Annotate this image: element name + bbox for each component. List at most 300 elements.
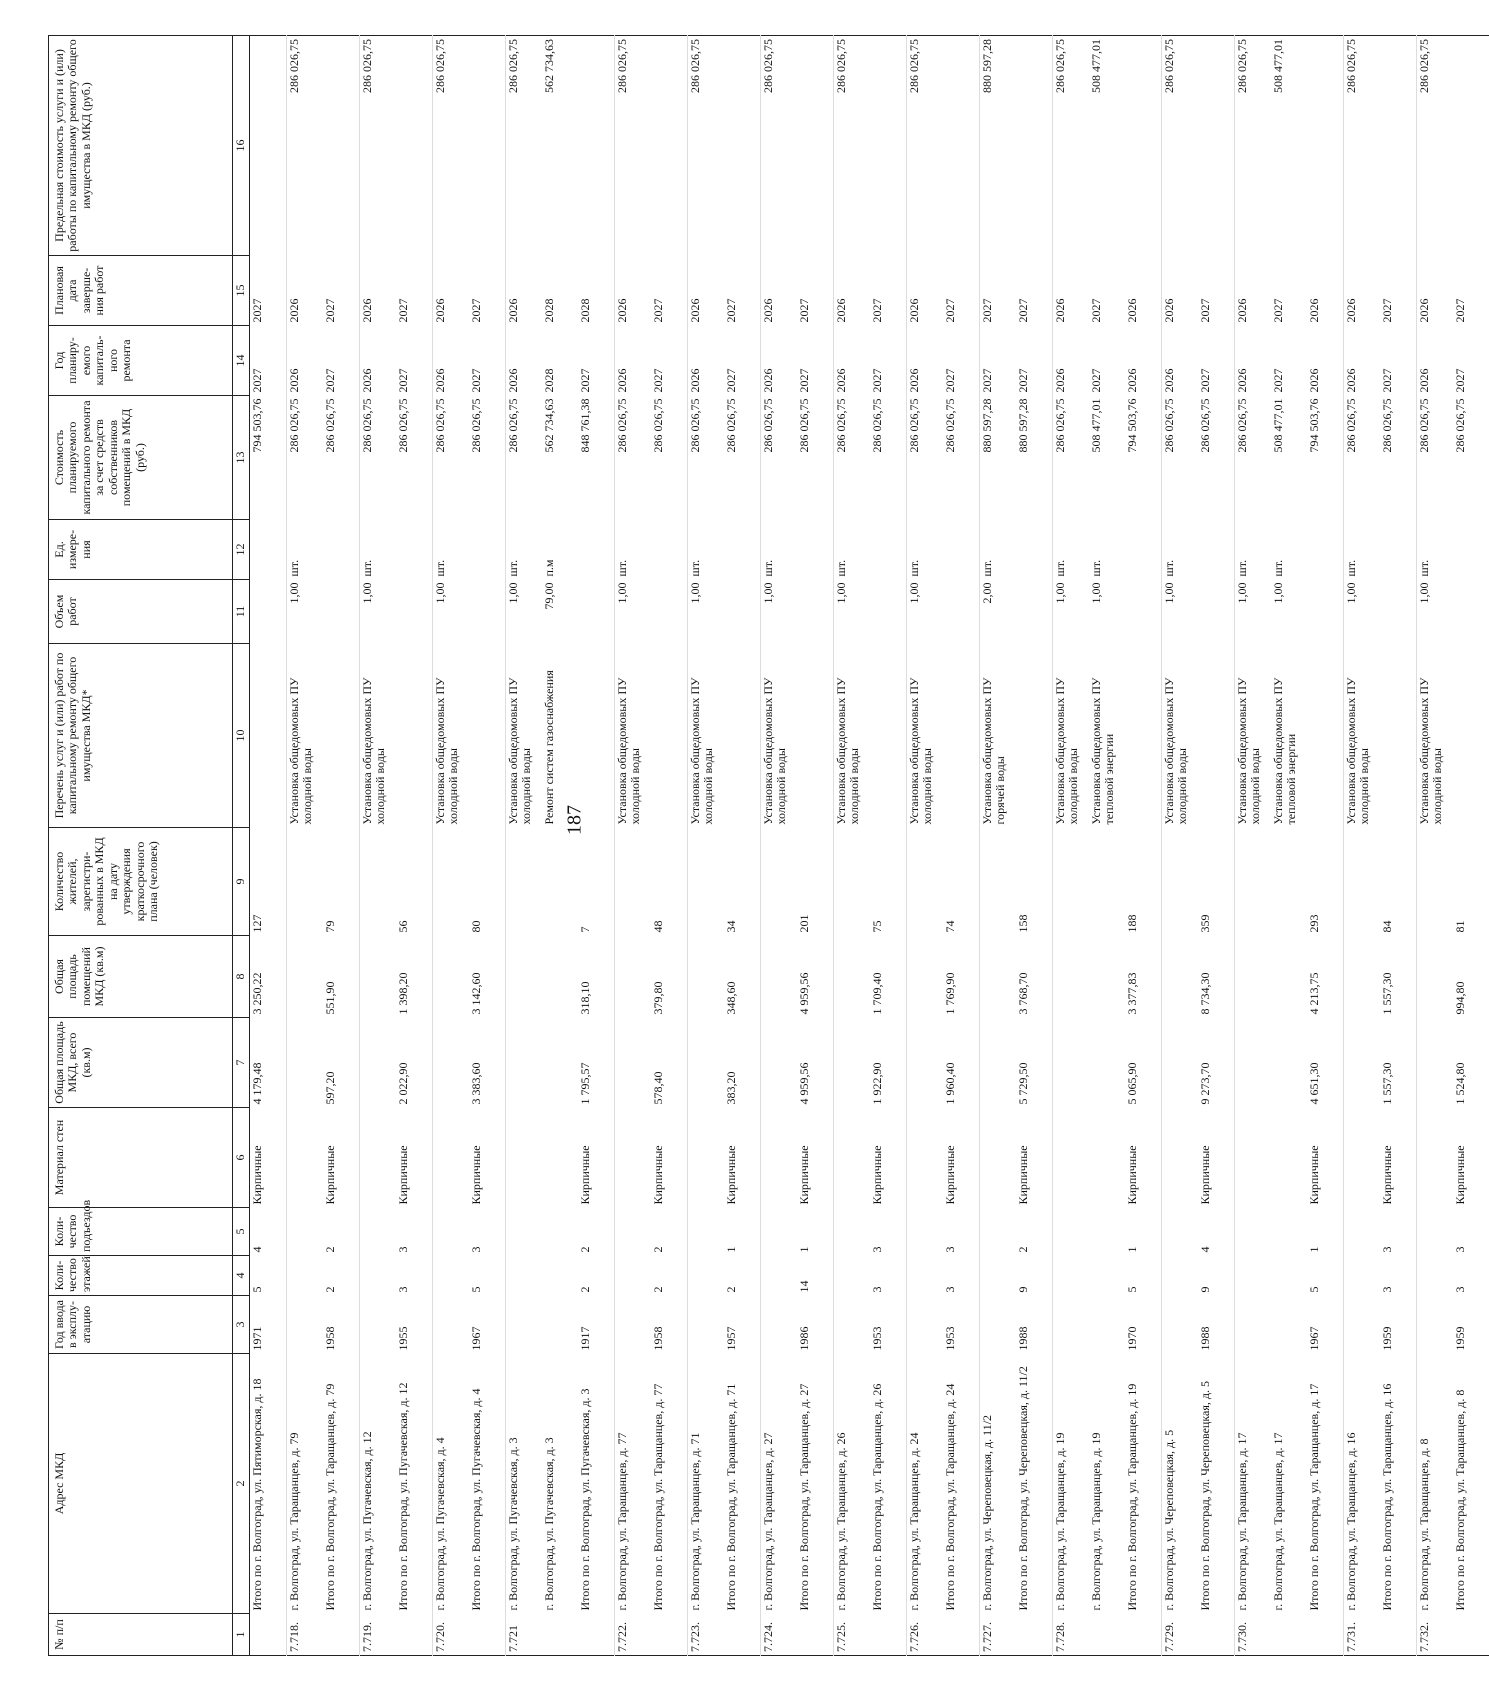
cell-address: г. Волгоград, ул. Таращанцев, д. 19: [1053, 1354, 1090, 1614]
cell-work-volume: 1,00: [1271, 582, 1285, 604]
cell-works-list: Ремонт систем газоснабжения: [542, 670, 556, 825]
cell-completion-date: 2027: [797, 298, 811, 323]
cell-premises-area: [1235, 936, 1272, 1018]
cell-wall-material: [1271, 1108, 1307, 1208]
cell-entrances: [1271, 1208, 1307, 1256]
cell-total-area: [1162, 1018, 1199, 1108]
cell-floors: 9: [1198, 1286, 1212, 1293]
cell-number: [469, 1614, 506, 1656]
cell-wall-material: [506, 1108, 543, 1208]
cell-number: [651, 1614, 688, 1656]
cell-number: 7.732.: [1417, 1614, 1454, 1656]
table-row: [1453, 36, 1489, 1656]
cell-works-list: Установка общедомовых ПУ холодной воды: [1344, 644, 1381, 828]
cell-entrances: [287, 1208, 324, 1256]
capital-repair-table: [48, 35, 1489, 1656]
column-number: 2: [233, 1354, 250, 1614]
cell-completion-date: 2026: [360, 256, 397, 326]
cell-premises-area: [1089, 936, 1125, 1018]
cell-repair-year: 2027: [250, 368, 264, 393]
cell-planned-cost: 286 026,75: [615, 396, 652, 520]
cell-address: Итого по г. Волгоград, ул. Череповецкая, д. 5: [1198, 1381, 1212, 1611]
cell-repair-year: 2026: [1235, 326, 1272, 396]
cell-number: 7.726.: [907, 1614, 944, 1656]
table-row: [578, 36, 615, 1656]
cell-residents: 48: [651, 920, 665, 933]
cell-work-volume: [1307, 580, 1344, 644]
cell-works-list: Установка общедомовых ПУ холодной воды: [1162, 644, 1199, 828]
cell-wall-material: Кирпичные: [323, 1145, 337, 1205]
cell-total-area: [761, 1018, 798, 1108]
cell-completion-date: 2026: [1307, 298, 1321, 323]
cell-address: Итого по г. Волгоград, ул. Таращанцев, д. 77: [651, 1383, 665, 1611]
cell-work-volume: 1,00: [615, 580, 652, 644]
cell-works-list: Установка общедомовых ПУ холодной воды: [287, 644, 324, 828]
cell-works-list: Установка общедомовых ПУ холодной воды: [1053, 644, 1090, 828]
table-row: [651, 36, 688, 1656]
cell-wall-material: Кирпичные: [943, 1145, 957, 1205]
cell-entrances: [907, 1208, 944, 1256]
cell-work-volume: 1,00: [834, 580, 871, 644]
cell-commission-year: 1959: [1453, 1326, 1467, 1351]
cell-premises-area: 3 250,22: [250, 972, 264, 1015]
cell-planned-cost: 286 026,75: [1162, 396, 1199, 520]
cell-works-list: [1307, 644, 1344, 828]
cell-completion-date: 2026: [1162, 256, 1199, 326]
cell-number: [542, 1614, 578, 1656]
cell-completion-date: 2027: [651, 298, 665, 323]
cell-unit: шт.: [506, 520, 543, 580]
cell-address: Итого по г. Волгоград, ул. Таращанцев, д. 16: [1380, 1383, 1394, 1611]
cell-unit: шт.: [688, 520, 725, 580]
cell-wall-material: Кирпичные: [1198, 1145, 1212, 1205]
cell-residents: [834, 828, 871, 936]
cell-premises-area: 1 398,20: [396, 972, 410, 1015]
cell-address: г. Волгоград, ул. Таращанцев, д. 24: [907, 1354, 944, 1614]
cell-residents: 127: [250, 914, 264, 933]
cell-completion-date: 2026: [287, 256, 324, 326]
cell-floors: 5: [469, 1286, 483, 1293]
column-number: 8: [233, 936, 250, 1018]
cell-work-volume: 1,00: [688, 580, 725, 644]
cell-total-area: 4 959,56: [797, 1062, 811, 1105]
cell-max-cost: [323, 36, 360, 256]
cell-residents: [1235, 828, 1272, 936]
cell-wall-material: Кирпичные: [724, 1145, 738, 1205]
cell-residents: [287, 828, 324, 936]
cell-number: 7.727.: [980, 1614, 1017, 1656]
cell-residents: 84: [1380, 920, 1394, 933]
header-entrances: Коли-чество подъездов: [49, 1208, 233, 1256]
cell-residents: 158: [1016, 914, 1030, 933]
cell-number: [1125, 1614, 1162, 1656]
cell-floors: 3: [870, 1286, 884, 1293]
cell-number: 7.719.: [360, 1614, 397, 1656]
cell-work-volume: [578, 580, 615, 644]
cell-planned-cost: 286 026,75: [651, 398, 665, 453]
cell-completion-date: 2027: [870, 298, 884, 323]
cell-number: [1453, 1614, 1489, 1656]
cell-entrances: 3: [396, 1246, 410, 1253]
cell-number: [943, 1614, 980, 1656]
column-number: 16: [233, 36, 250, 256]
cell-number: [250, 1614, 287, 1656]
column-number: 10: [233, 644, 250, 828]
cell-planned-cost: 286 026,75: [724, 398, 738, 453]
header-address: Адрес МКД: [49, 1354, 233, 1614]
cell-floors: 3: [1380, 1286, 1394, 1293]
cell-commission-year: 1958: [651, 1326, 665, 1351]
cell-max-cost: [1125, 36, 1162, 256]
page-number: 187: [563, 805, 586, 835]
cell-premises-area: [506, 936, 543, 1018]
cell-number: 7.731.: [1344, 1614, 1381, 1656]
cell-repair-year: 2026: [1307, 368, 1321, 393]
cell-floors: 14: [797, 1280, 811, 1293]
cell-residents: [360, 828, 397, 936]
table-row: [1053, 36, 1090, 1656]
column-number: 6: [233, 1108, 250, 1208]
cell-max-cost: 286 026,75: [688, 36, 725, 256]
cell-unit: шт.: [761, 520, 798, 580]
cell-residents: [1162, 828, 1199, 936]
cell-entrances: 3: [1380, 1246, 1394, 1253]
cell-wall-material: [1053, 1108, 1090, 1208]
cell-repair-year: 2027: [1380, 368, 1394, 393]
column-number: 9: [233, 828, 250, 936]
table-row: [1344, 36, 1381, 1656]
cell-works-list: [1453, 644, 1489, 828]
cell-premises-area: [1271, 936, 1307, 1018]
cell-completion-date: 2026: [1053, 256, 1090, 326]
cell-premises-area: [542, 936, 578, 1018]
cell-repair-year: 2027: [1453, 368, 1467, 393]
cell-address: г. Волгоград, ул. Таращанцев, д. 71: [688, 1354, 725, 1614]
cell-total-area: [834, 1018, 871, 1108]
cell-premises-area: 551,90: [323, 981, 337, 1015]
cell-repair-year: 2026: [907, 326, 944, 396]
cell-completion-date: 2026: [834, 256, 871, 326]
cell-planned-cost: 286 026,75: [323, 398, 337, 453]
cell-commission-year: [615, 1296, 652, 1354]
cell-completion-date: 2027: [396, 298, 410, 323]
cell-completion-date: 2027: [1380, 298, 1394, 323]
cell-planned-cost: 286 026,75: [1380, 398, 1394, 453]
table-row: [1307, 36, 1344, 1656]
cell-residents: [1344, 828, 1381, 936]
cell-completion-date: 2026: [761, 256, 798, 326]
table-row: [615, 36, 652, 1656]
cell-planned-cost: 286 026,75: [1198, 398, 1212, 453]
cell-max-cost: [396, 36, 433, 256]
cell-completion-date: 2026: [1235, 256, 1272, 326]
cell-address: г. Волгоград, ул. Таращанцев, д. 17: [1235, 1354, 1272, 1614]
table-row: [1016, 36, 1053, 1656]
cell-work-volume: 1,00: [907, 580, 944, 644]
cell-floors: [834, 1256, 871, 1296]
cell-wall-material: Кирпичные: [469, 1145, 483, 1205]
cell-total-area: [1344, 1018, 1381, 1108]
cell-unit: шт.: [907, 520, 944, 580]
cell-entrances: 1: [797, 1246, 811, 1253]
cell-works-list: Установка общедомовых ПУ холодной воды: [1417, 644, 1454, 828]
cell-unit: п.м: [542, 559, 556, 577]
cell-max-cost: [250, 36, 287, 256]
cell-commission-year: [433, 1296, 470, 1354]
cell-planned-cost: 794 503,76: [250, 398, 264, 453]
column-number: 12: [233, 520, 250, 580]
cell-completion-date: 2026: [615, 256, 652, 326]
cell-wall-material: [1344, 1108, 1381, 1208]
cell-entrances: [1417, 1208, 1454, 1256]
cell-works-list: Установка общедомовых ПУ холодной воды: [433, 644, 470, 828]
cell-address: Итого по г. Волгоград, ул. Пятиморская, д. 18: [250, 1378, 264, 1611]
cell-planned-cost: 286 026,75: [943, 398, 957, 453]
cell-wall-material: [287, 1108, 324, 1208]
header-work-volume: Объем работ: [49, 580, 233, 644]
cell-number: [797, 1614, 834, 1656]
cell-number: 7.725.: [834, 1614, 871, 1656]
cell-repair-year: 2027: [1271, 368, 1285, 393]
cell-address: Итого по г. Волгоград, ул. Пугачевская, д. 12: [396, 1382, 410, 1611]
cell-max-cost: [943, 36, 980, 256]
cell-residents: [1089, 828, 1125, 936]
cell-completion-date: 2027: [980, 256, 1017, 326]
cell-entrances: 4: [1198, 1246, 1212, 1253]
cell-work-volume: [870, 580, 907, 644]
table-row: [360, 36, 397, 1656]
cell-number: [578, 1614, 615, 1656]
cell-unit: [870, 520, 907, 580]
table-row: [724, 36, 761, 1656]
cell-total-area: [287, 1018, 324, 1108]
cell-premises-area: 318,10: [578, 981, 592, 1015]
cell-unit: [1125, 520, 1162, 580]
cell-commission-year: [907, 1296, 944, 1354]
cell-commission-year: [980, 1296, 1017, 1354]
cell-works-list: Установка общедомовых ПУ горячей воды: [980, 644, 1017, 828]
cell-floors: 2: [724, 1286, 738, 1293]
cell-wall-material: Кирпичные: [870, 1145, 884, 1205]
cell-wall-material: Кирпичные: [250, 1145, 264, 1205]
cell-completion-date: 2027: [724, 298, 738, 323]
cell-number: 7.721: [506, 1614, 543, 1656]
header-planned-cost: Стоимость планируемого капитального ремонта за счет средств собственников помещений в МКД (руб.): [49, 396, 233, 520]
cell-planned-cost: 286 026,75: [907, 396, 944, 520]
cell-commission-year: [1089, 1296, 1125, 1354]
cell-work-volume: [1453, 580, 1489, 644]
table-row: [870, 36, 907, 1656]
cell-repair-year: 2026: [1417, 326, 1454, 396]
cell-entrances: 3: [469, 1246, 483, 1253]
cell-commission-year: 1970: [1125, 1326, 1139, 1351]
cell-floors: [688, 1256, 725, 1296]
cell-unit: шт.: [433, 520, 470, 580]
cell-completion-date: 2026: [506, 256, 543, 326]
cell-residents: [506, 828, 543, 936]
cell-unit: [1016, 520, 1053, 580]
cell-wall-material: Кирпичные: [396, 1145, 410, 1205]
cell-unit: шт.: [1053, 520, 1090, 580]
cell-floors: 9: [1016, 1286, 1030, 1293]
cell-works-list: Установка общедомовых ПУ холодной воды: [688, 644, 725, 828]
cell-residents: 75: [870, 920, 884, 933]
cell-works-list: Установка общедомовых ПУ холодной воды: [615, 644, 652, 828]
cell-unit: шт.: [360, 520, 397, 580]
cell-total-area: [907, 1018, 944, 1108]
cell-works-list: [797, 644, 834, 828]
cell-max-cost: [1453, 36, 1489, 256]
cell-completion-date: 2027: [1271, 298, 1285, 323]
cell-residents: [1417, 828, 1454, 936]
cell-commission-year: 1967: [469, 1326, 483, 1351]
cell-entrances: [980, 1208, 1017, 1256]
table-row: [1235, 36, 1272, 1656]
cell-floors: [1053, 1256, 1090, 1296]
cell-total-area: [506, 1018, 543, 1108]
cell-number: [724, 1614, 761, 1656]
cell-entrances: [506, 1208, 543, 1256]
cell-commission-year: 1955: [396, 1326, 410, 1351]
cell-commission-year: [287, 1296, 324, 1354]
cell-completion-date: 2027: [943, 298, 957, 323]
header-repair-year: Год планиру-емого капиталь-ного ремонта: [49, 326, 233, 396]
cell-total-area: [1089, 1018, 1125, 1108]
cell-total-area: [433, 1018, 470, 1108]
cell-floors: 5: [1125, 1286, 1139, 1293]
cell-work-volume: [1198, 580, 1235, 644]
cell-repair-year: 2027: [724, 368, 738, 393]
cell-repair-year: 2027: [980, 326, 1017, 396]
cell-entrances: 3: [1453, 1246, 1467, 1253]
cell-number: [870, 1614, 907, 1656]
cell-total-area: 1 960,40: [943, 1062, 957, 1105]
cell-number: 7.720.: [433, 1614, 470, 1656]
cell-number: 7.730.: [1235, 1614, 1272, 1656]
cell-planned-cost: 286 026,75: [870, 398, 884, 453]
cell-total-area: [1417, 1018, 1454, 1108]
cell-number: [1380, 1614, 1417, 1656]
cell-works-list: [870, 644, 907, 828]
cell-work-volume: [651, 580, 688, 644]
cell-residents: [688, 828, 725, 936]
cell-total-area: 2 022,90: [396, 1062, 410, 1105]
cell-floors: [506, 1256, 543, 1296]
cell-wall-material: [360, 1108, 397, 1208]
cell-address: Итого по г. Волгоград, ул. Таращанцев, д. 71: [724, 1383, 738, 1611]
table-row: [1417, 36, 1454, 1656]
cell-premises-area: [688, 936, 725, 1018]
cell-floors: 2: [323, 1286, 337, 1293]
cell-total-area: 3 383,60: [469, 1062, 483, 1105]
cell-residents: [615, 828, 652, 936]
cell-work-volume: 79,00: [542, 582, 556, 610]
cell-address: г. Волгоград, ул. Таращанцев, д. 27: [761, 1354, 798, 1614]
cell-residents: [980, 828, 1017, 936]
cell-max-cost: 286 026,75: [761, 36, 798, 256]
cell-floors: 3: [1453, 1286, 1467, 1293]
cell-work-volume: 1,00: [1089, 582, 1103, 604]
cell-planned-cost: 562 734,63: [542, 398, 556, 453]
cell-planned-cost: 286 026,75: [287, 396, 324, 520]
table-row: [433, 36, 470, 1656]
cell-entrances: 1: [724, 1246, 738, 1253]
cell-commission-year: [1053, 1296, 1090, 1354]
cell-repair-year: 2026: [506, 326, 543, 396]
cell-address: Итого по г. Волгоград, ул. Таращанцев, д. 27: [797, 1383, 811, 1611]
table-row: [469, 36, 506, 1656]
cell-total-area: [542, 1018, 578, 1108]
cell-premises-area: [1344, 936, 1381, 1018]
cell-planned-cost: 880 597,28: [1016, 398, 1030, 453]
cell-floors: 2: [578, 1286, 592, 1293]
cell-premises-area: 1 709,40: [870, 972, 884, 1015]
cell-residents: 79: [323, 920, 337, 933]
cell-works-list: [578, 644, 615, 828]
cell-unit: шт.: [1089, 559, 1103, 577]
cell-commission-year: [1162, 1296, 1199, 1354]
cell-number: 7.728.: [1053, 1614, 1090, 1656]
cell-floors: [761, 1256, 798, 1296]
cell-planned-cost: 286 026,75: [1417, 396, 1454, 520]
cell-residents: 293: [1307, 914, 1321, 933]
cell-planned-cost: 286 026,75: [1235, 396, 1272, 520]
cell-commission-year: [761, 1296, 798, 1354]
cell-planned-cost: 286 026,75: [1053, 396, 1090, 520]
cell-premises-area: 4 213,75: [1307, 972, 1321, 1015]
cell-max-cost: 508 477,01: [1271, 39, 1285, 93]
cell-unit: шт.: [980, 520, 1017, 580]
cell-number: [1307, 1614, 1344, 1656]
cell-entrances: 2: [1016, 1246, 1030, 1253]
table-row: [980, 36, 1017, 1656]
cell-works-list: [1380, 644, 1417, 828]
cell-address: Итого по г. Волгоград, ул. Таращанцев, д. 8: [1453, 1389, 1467, 1611]
cell-planned-cost: 794 503,76: [1307, 398, 1321, 453]
cell-address: г. Волгоград, ул. Таращанцев, д. 26: [834, 1354, 871, 1614]
cell-max-cost: 286 026,75: [433, 36, 470, 256]
cell-address: г. Волгоград, ул. Пугачевская, д. 3: [506, 1354, 543, 1614]
cell-repair-year: 2026: [615, 326, 652, 396]
cell-unit: [1307, 520, 1344, 580]
table-row: [907, 36, 944, 1656]
cell-premises-area: 1 769,90: [943, 972, 957, 1015]
cell-works-list: Установка общедомовых ПУ холодной воды: [907, 644, 944, 828]
cell-repair-year: 2026: [688, 326, 725, 396]
cell-total-area: 5 065,90: [1125, 1062, 1139, 1105]
cell-max-cost: 286 026,75: [287, 36, 324, 256]
cell-address: г. Волгоград, ул. Череповецкая, д. 5: [1162, 1354, 1199, 1614]
cell-unit: [1198, 520, 1235, 580]
cell-completion-date: 2027: [323, 298, 337, 323]
cell-premises-area: 4 959,56: [797, 972, 811, 1015]
cell-completion-date: 2026: [1417, 256, 1454, 326]
cell-max-cost: 880 597,28: [980, 36, 1017, 256]
cell-residents: 34: [724, 920, 738, 933]
cell-residents: [761, 828, 798, 936]
cell-max-cost: 286 026,75: [1235, 36, 1272, 256]
cell-address: Итого по г. Волгоград, ул. Таращанцев, д. 26: [870, 1383, 884, 1611]
cell-work-volume: 1,00: [433, 580, 470, 644]
cell-premises-area: [834, 936, 871, 1018]
cell-unit: [797, 520, 834, 580]
cell-wall-material: [615, 1108, 652, 1208]
table-row: [323, 36, 360, 1656]
cell-floors: [615, 1256, 652, 1296]
table-row: [396, 36, 433, 1656]
cell-residents: [1271, 828, 1307, 936]
cell-floors: [433, 1256, 470, 1296]
